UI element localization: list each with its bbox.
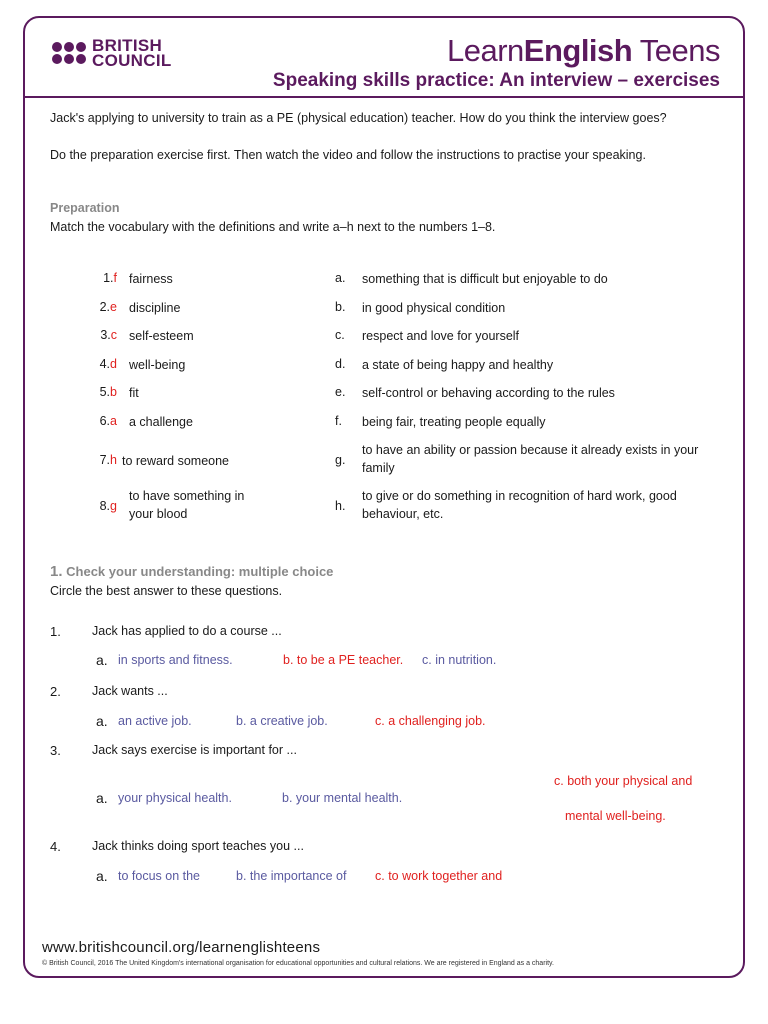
vocab-number: 7.h — [99, 453, 117, 467]
definition-text: a state of being happy and healthy — [362, 358, 554, 372]
definition-text: to give or do something in recognition of hard work, good behaviour, etc. — [362, 489, 677, 521]
brand-learn: Learn — [446, 33, 524, 68]
vocab-answer: g — [110, 499, 117, 513]
option-c[interactable]: c. to work together and — [375, 869, 503, 883]
option-a-label: a. — [96, 713, 108, 729]
option-b[interactable]: b. your mental health. — [282, 791, 403, 805]
option-a-label: a. — [96, 652, 108, 668]
question-text: Jack wants ... — [92, 684, 168, 698]
vocab-answer: d — [110, 357, 117, 371]
vocab-word: to reward someone — [122, 454, 230, 468]
brand-teens: Teens — [632, 33, 720, 68]
question-text: Jack says exercise is important for ... — [92, 743, 297, 757]
section-1-heading — [50, 563, 333, 580]
vocab-number: 3.c — [100, 328, 117, 342]
vocab-number: 8.g — [99, 499, 117, 513]
definition-letter: b. — [335, 300, 346, 314]
footer-url[interactable]: www.britishcouncil.org/learnenglishteens — [42, 939, 321, 956]
definition-text: to have an ability or passion because it already exists in your family — [362, 443, 699, 475]
question-number: 1. — [50, 624, 61, 639]
option-a-label: a. — [96, 790, 108, 806]
brand-english: English — [523, 33, 633, 68]
question-text: Jack has applied to do a course ... — [92, 624, 282, 638]
option-b[interactable]: b. the importance of — [236, 869, 347, 883]
vocab-answer: e — [110, 300, 117, 314]
option-a[interactable]: your physical health. — [118, 791, 232, 805]
option-c-continued[interactable]: mental well-being. — [565, 809, 666, 823]
section-1-instruction: Circle the best answer to these questions. — [50, 584, 283, 598]
vocab-answer: a — [110, 414, 117, 428]
learnenglish-teens-brand — [447, 33, 720, 69]
vocab-number: 1.f — [103, 271, 117, 285]
definition-text: self-control or behaving according to the rules — [362, 386, 615, 400]
question-number: 3. — [50, 743, 61, 758]
option-b[interactable]: b. a creative job. — [236, 714, 328, 728]
header-divider — [23, 96, 745, 98]
preparation-heading: Preparation — [50, 201, 120, 215]
vocab-answer: b — [110, 385, 117, 399]
vocab-word: discipline — [129, 301, 181, 315]
intro-line-1: Jack's applying to university to train as a PE (physical education) teacher. How do you think the interview goes? — [50, 111, 667, 125]
logo-line-1: BRITISH — [92, 36, 163, 55]
definition-text: being fair, treating people equally — [362, 415, 546, 429]
section-1-title: Check your understanding: multiple choice — [66, 564, 334, 579]
section-1-number: 1. — [50, 563, 63, 580]
option-b[interactable]: b. to be a PE teacher. — [283, 653, 404, 667]
british-council-logo — [52, 38, 172, 68]
vocab-word: to have something in your blood — [129, 489, 245, 521]
option-c[interactable]: c. a challenging job. — [375, 714, 486, 728]
logo-line-2: COUNCIL — [92, 51, 172, 70]
definition-text: something that is difficult but enjoyable to do — [362, 272, 608, 286]
document-title: Speaking skills practice: An interview – exercises — [272, 70, 720, 91]
definition-letter: e. — [335, 385, 346, 399]
option-a[interactable]: in sports and fitness. — [118, 653, 233, 667]
vocab-number: 5.b — [99, 385, 117, 399]
option-c[interactable]: c. both your physical and — [554, 774, 693, 788]
definition-text: in good physical condition — [362, 301, 506, 315]
preparation-instruction: Match the vocabulary with the definitions and write a–h next to the numbers 1–8. — [50, 220, 496, 234]
vocab-word: well-being — [129, 358, 186, 372]
vocab-answer: f — [113, 271, 117, 285]
definition-letter: a. — [335, 271, 346, 285]
definition-letter: f. — [335, 414, 342, 428]
vocab-answer: h — [110, 453, 117, 467]
question-text: Jack thinks doing sport teaches you ... — [92, 839, 304, 853]
option-c[interactable]: c. in nutrition. — [422, 653, 497, 667]
option-a[interactable]: to focus on the — [118, 869, 201, 883]
question-number: 2. — [50, 684, 61, 699]
definition-letter: c. — [335, 328, 345, 342]
vocab-number: 4.d — [99, 357, 117, 371]
footer-copyright: © British Council, 2016 The United Kingdom's international organisation for educational opportunities and cultural relations. We are registered in England as a charity. — [42, 960, 554, 967]
definition-letter: g. — [335, 453, 346, 467]
vocab-number: 6.a — [99, 414, 117, 428]
intro-line-2: Do the preparation exercise first. Then watch the video and follow the instructions to practise your speaking. — [50, 148, 646, 162]
definition-letter: d. — [335, 357, 346, 371]
logo-dots-icon — [52, 42, 86, 64]
vocab-word: a challenge — [129, 415, 193, 429]
definition-text: respect and love for yourself — [362, 329, 520, 343]
vocab-word: self-esteem — [129, 329, 194, 343]
question-number: 4. — [50, 839, 61, 854]
vocab-answer: c — [110, 328, 117, 342]
option-a[interactable]: an active job. — [118, 714, 192, 728]
option-a-label: a. — [96, 868, 108, 884]
vocab-word: fairness — [129, 272, 173, 286]
definition-letter: h. — [335, 499, 346, 513]
vocab-number: 2.e — [99, 300, 117, 314]
vocab-word: fit — [129, 386, 139, 400]
